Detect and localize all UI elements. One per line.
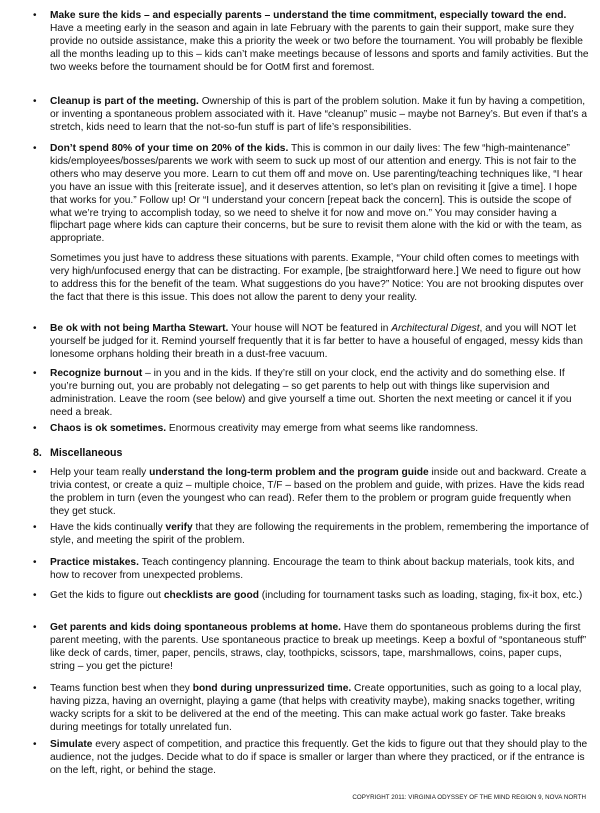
bullet-body: that they are following the requirements in the problem, remembering the importance of style, and meeting the spirit of the problem. bbox=[50, 522, 589, 546]
bullet-text bbox=[50, 739, 589, 778]
bullet-heading: Chaos is ok sometimes. bbox=[50, 423, 167, 434]
list-item bbox=[33, 557, 589, 583]
list-item bbox=[33, 96, 589, 135]
bullet-heading: Recognize burnout bbox=[50, 368, 143, 379]
bullet-body: – in you and in the kids. If they’re still on your clock, end the activity and do something else. If you’re burning out, you are probably not delegating – so get parents to help out with things like supervision and administration. Leave the room (see below) and give yourself a time out. Shorten the next meeting or cancel it if you need a break. bbox=[50, 368, 572, 418]
bullet-body: Get the kids to figure out bbox=[50, 590, 164, 601]
bullet: • bbox=[33, 590, 37, 601]
magazine-title: Architectural Digest bbox=[391, 323, 480, 334]
bullet-body: Your house will NOT be featured in bbox=[228, 323, 392, 334]
list-item bbox=[33, 323, 589, 362]
parents-paragraph: Sometimes you just have to address these situations with parents. Example, “Your child often comes to meetings with very high/unfocused energy that can be distracting. For example, [be straightforward here.] We need to figure out how to address this for the benefit of the team. What suggestions do you have?” Notice: You are not brooking disputes over the fact that there is this issue. This does not allow the parent to deny your reality. bbox=[50, 253, 584, 303]
bullet-text bbox=[50, 467, 589, 519]
bullet-body: Enormous creativity may emerge from what seems like randomness. bbox=[166, 423, 479, 434]
bullet-body: Have the kids continually bbox=[50, 522, 166, 533]
bullet-text bbox=[50, 590, 589, 603]
section-number: 8. bbox=[33, 447, 42, 459]
bullet-body: Have a meeting early in the season and again in late February with the parents to gain their support, make sure they provide no outside assistance, make this a priority the week or two before the tournament. You will probably be flexible all the months leading up to this – kids can’t make meetings because of lessons and sports and family activities. But the two weeks before the tournament should be for OotM first and foremost. bbox=[50, 22, 589, 73]
bullet: • bbox=[33, 683, 37, 694]
bullet-text bbox=[50, 522, 589, 548]
bullet-body: This is common in our daily lives: The few “high-maintenance” kids/employees/bosses/parents we work with seem to suck up most of our attention and energy. This is not fair to the others who may deserve you more. Learn to cut them off and move on. Use parenting/teaching techniques like, “I hear you have an issue with this [reiterate issue], and it deserves attention, so let’s plan on revisiting it [give a time]. I hope that works for you.” Follow up! Or “I understand your concern [repeat back the concern]. This is outside the scope of what we’re trying to accomplish today, so we need to shelve it for now and move on.” You may consider having a flipchart page where kids can capture their concerns, but be sure to revisit them alone with the kid or with the team, as appropriate. bbox=[50, 143, 583, 245]
bullet-heading: Get parents and kids doing spontaneous problems at home. bbox=[50, 622, 341, 633]
bullet-text bbox=[50, 683, 589, 735]
section-heading bbox=[33, 447, 589, 460]
bullet-body: Have them do spontaneous problems during the first parent meeting, with the parents. Use spontaneous practice to break up meetings. Keep a boxful of “spontaneous stuff” like deck of cards, timer, paper, pencils, straws, clay, toothpicks, scissors, tape, marshmallows, coins, paper cups, string – you get the picture! bbox=[50, 622, 587, 672]
bullet-body: Teams function best when they bbox=[50, 683, 193, 694]
bullet-text bbox=[50, 622, 589, 674]
bullet-emphasis: checklists are good bbox=[163, 590, 259, 601]
bullet-emphasis: verify bbox=[165, 522, 193, 533]
bullet-text bbox=[50, 557, 589, 583]
bullet-body: Create opportunities, such as going to a local play, having pizza, having an overnight, playing a game (that helps with creativity maybe), making snacks together, writing wacky scripts for a skit to be delivered at the end of the meeting. This can make actual work go faster. Take breaks during meetings for totally unrelated fun. bbox=[50, 683, 582, 733]
bullet-heading: Simulate bbox=[50, 739, 93, 750]
section-title: Miscellaneous bbox=[50, 447, 123, 459]
bullet-body: Help your team really bbox=[50, 467, 150, 478]
bullet: • bbox=[33, 10, 37, 21]
bullet: • bbox=[33, 96, 37, 107]
bullet-heading: Cleanup is part of the meeting. bbox=[50, 96, 199, 107]
bullet: • bbox=[33, 557, 37, 568]
copyright-footer: COPYRIGHT 2011: VIRGINIA ODYSSEY OF THE MIND REGION 9, NOVA NORTH bbox=[352, 794, 586, 801]
list-item bbox=[33, 423, 589, 436]
list-item bbox=[33, 467, 589, 519]
bullet-body: , and you will NOT let yourself be judged for it. Remind yourself frequently that it is far better to have a houseful of engaged, messy kids than lonesome orphans holding their breath in a dust-free vacuum. bbox=[50, 323, 583, 360]
bullet-body: inside out and backward. Create a trivia contest, or create a quiz – multiple choice, T/F – based on the problem and guide, with prizes. Have the kids read the problem in turn (even the youngest who can read). Refer them to the problem or program guide frequently when they get stuck. bbox=[50, 467, 587, 517]
bullet-text bbox=[50, 143, 589, 246]
list-item bbox=[33, 143, 589, 246]
list-item bbox=[33, 590, 589, 603]
list-item bbox=[33, 368, 589, 420]
list-item bbox=[33, 10, 589, 75]
bullet: • bbox=[33, 467, 37, 478]
bullet: • bbox=[33, 739, 37, 750]
bullet-emphasis: bond during unpressurized time. bbox=[192, 683, 352, 694]
bullet-text bbox=[50, 368, 589, 420]
bullet-body: Teach contingency planning. Encourage the team to think about backup materials, took kits, and how to recover from unexpected problems. bbox=[50, 557, 575, 581]
bullet: • bbox=[33, 522, 37, 533]
bullet-heading: Make sure the kids – and especially parents – understand the time commitment, especially toward the end. bbox=[50, 10, 567, 21]
bullet-body: Ownership of this is part of the problem solution. Make it fun by having a competition, or inventing a spontaneous problem associated with it. Have “cleanup” music – maybe not Barney’s. But even if that’s a stretch, kids need to learn that the not-so-fun stuff is part of life’s responsibilities. bbox=[50, 96, 588, 133]
bullet-body: (including for tournament tasks such as loading, staging, fix-it box, etc.) bbox=[258, 590, 583, 601]
bullet: • bbox=[33, 622, 37, 633]
bullet: • bbox=[33, 323, 37, 334]
list-item bbox=[33, 739, 589, 778]
bullet-heading: Be ok with not being Martha Stewart. bbox=[50, 323, 229, 334]
bullet-emphasis: understand the long-term problem and the program guide bbox=[149, 467, 429, 478]
bullet: • bbox=[33, 368, 37, 379]
list-item bbox=[33, 522, 589, 548]
list-item bbox=[33, 683, 589, 735]
bullet-text bbox=[50, 10, 589, 75]
bullet-text bbox=[50, 323, 589, 362]
bullet-text bbox=[50, 96, 589, 135]
bullet-text bbox=[50, 423, 589, 436]
list-item bbox=[33, 622, 589, 674]
bullet: • bbox=[33, 143, 37, 154]
bullet-heading: Practice mistakes. bbox=[50, 557, 139, 568]
bullet-heading: Don’t spend 80% of your time on 20% of the kids. bbox=[50, 143, 289, 154]
bullet-body: every aspect of competition, and practice this frequently. Get the kids to figure out that they should play to the audience, not the judges. Decide what to do if space is smaller or larger than where they practiced, or if the entrance is on the left, right, or behind the stage. bbox=[50, 739, 588, 776]
bullet: • bbox=[33, 423, 37, 434]
